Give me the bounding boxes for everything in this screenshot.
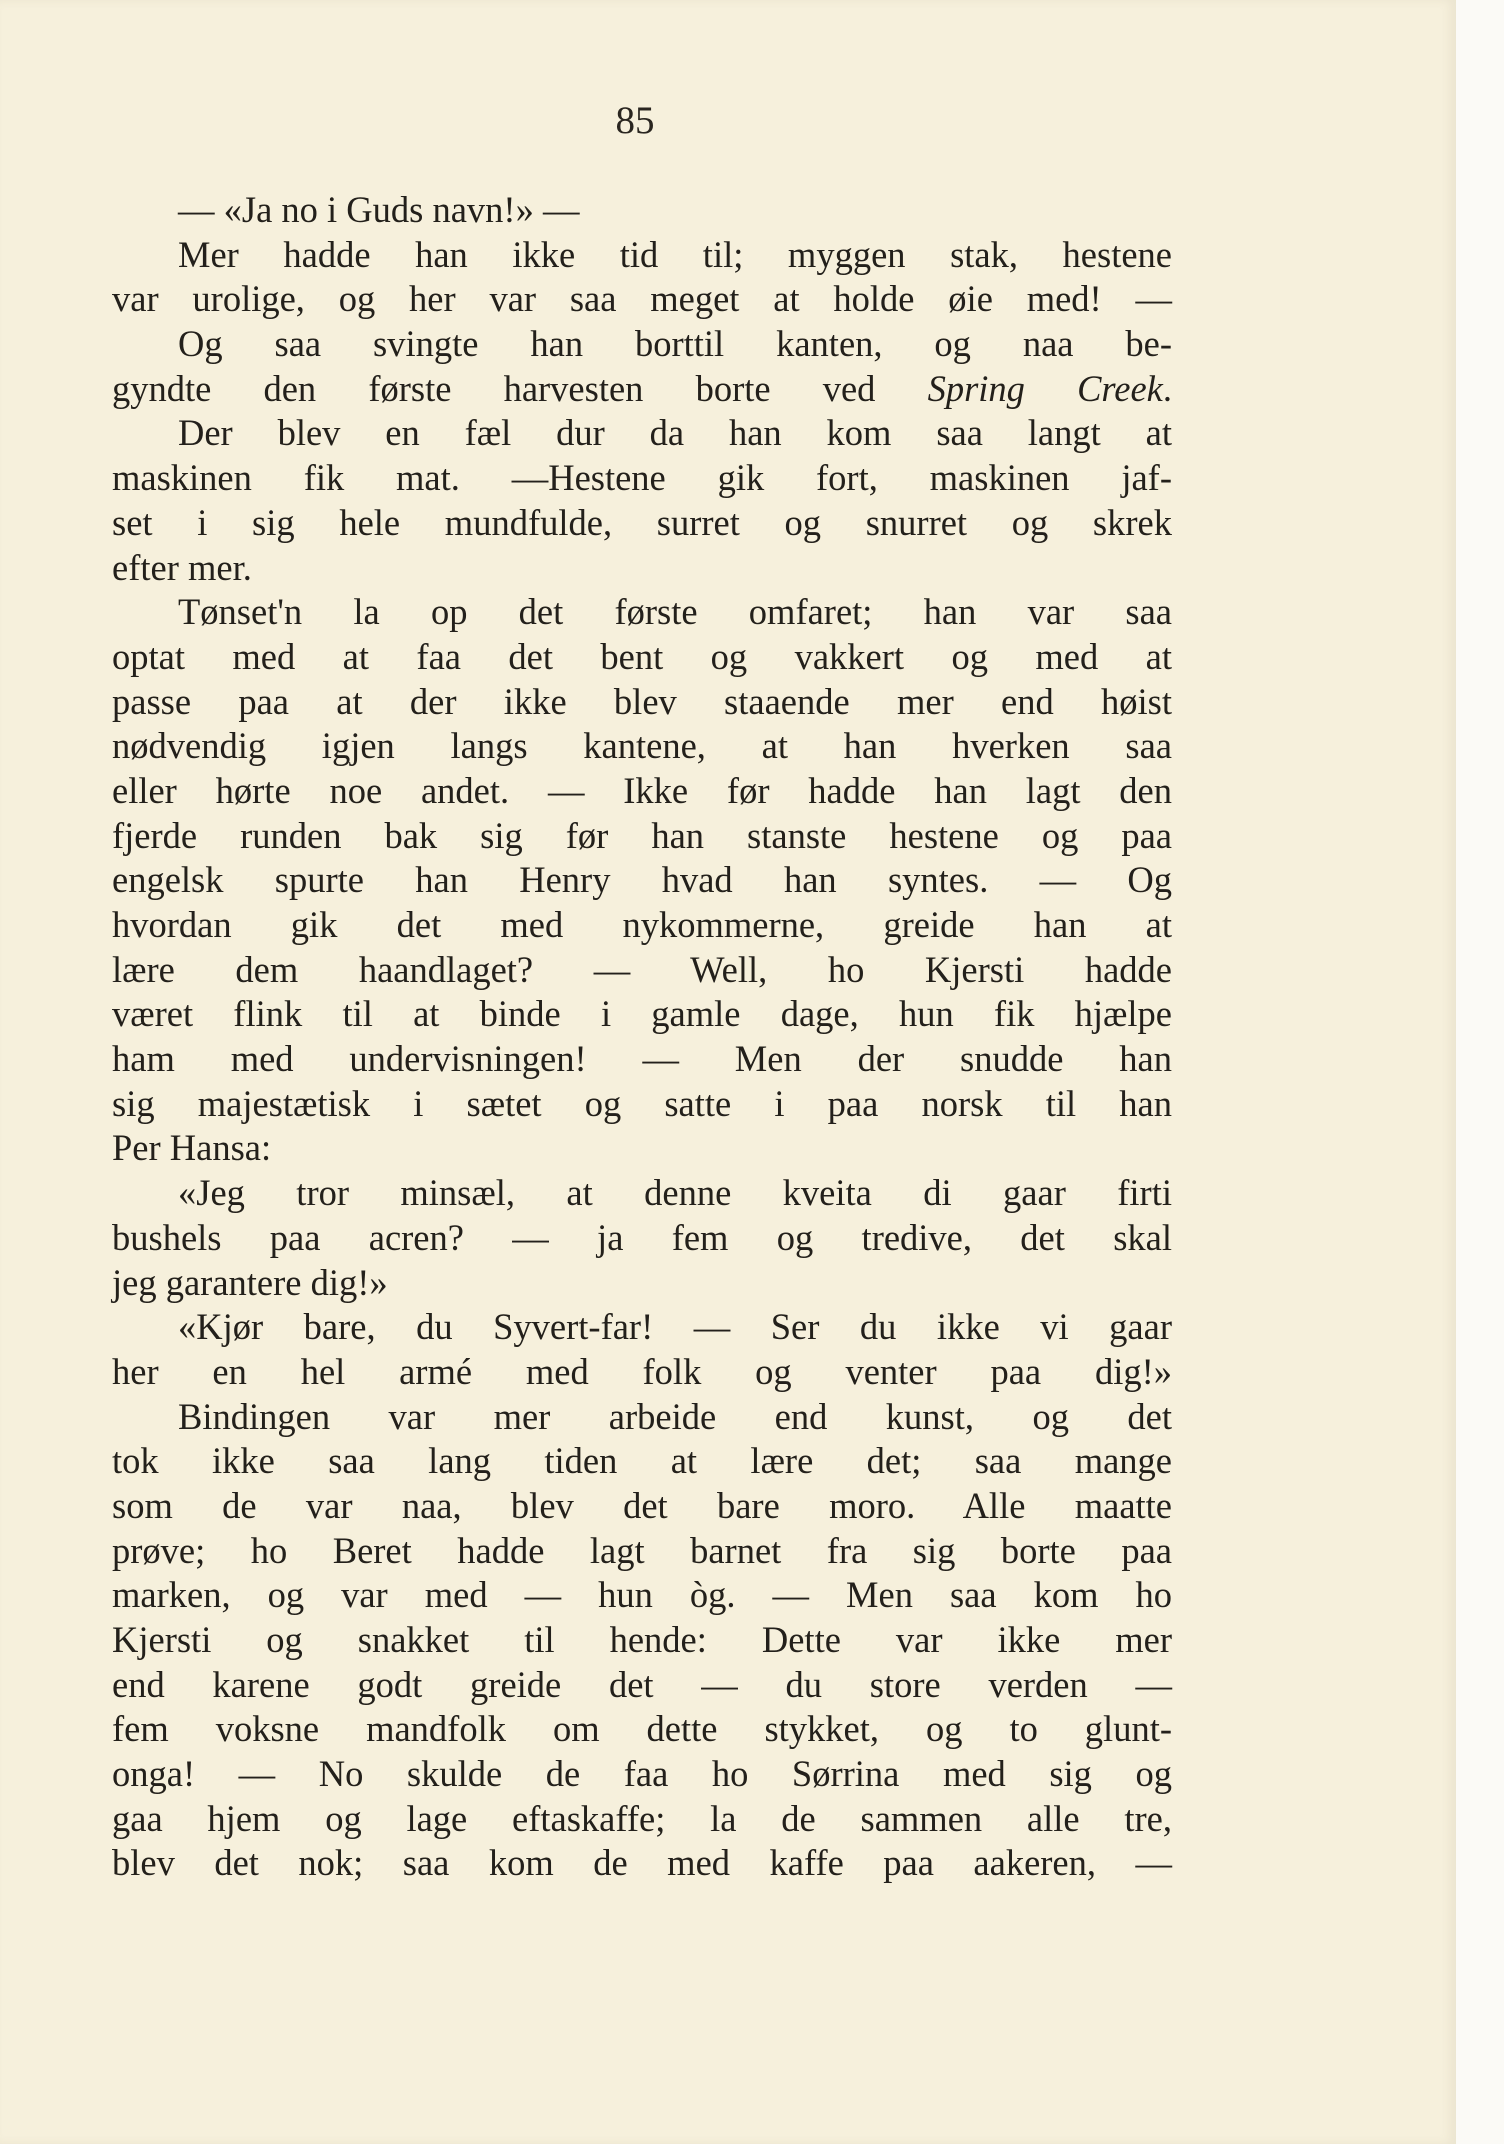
text-line: Mer hadde han ikke tid til; myggen stak, hestene <box>178 233 1172 275</box>
text-line: gyndte den første harvesten borte ved Spring Creek. <box>112 367 1172 409</box>
text-line: passe paa at der ikke blev staaende mer end høist <box>112 680 1172 722</box>
page-number: 85 <box>615 99 655 142</box>
text-line: fem voksne mandfolk om dette stykket, og to glunt- <box>112 1708 1172 1750</box>
text-line: var urolige, og her var saa meget at holde øie med! — <box>112 278 1172 320</box>
text-line: marken, og var med — hun òg. — Men saa kom ho <box>112 1574 1172 1616</box>
text-line: lære dem haandlaget? — Well, ho Kjersti hadde <box>112 948 1172 990</box>
text-line: som de var naa, blev det bare moro. Alle maatte <box>112 1484 1172 1526</box>
text-line: engelsk spurte han Henry hvad han syntes. — Og <box>112 859 1172 901</box>
text-line: været flink til at binde i gamle dage, hun fik hjælpe <box>112 993 1172 1035</box>
text-line: sig majestætisk i sætet og satte i paa norsk til han <box>112 1082 1172 1124</box>
text-line: end karene godt greide det — du store verden — <box>112 1663 1172 1705</box>
text-line: Per Hansa: <box>112 1127 272 1169</box>
text-line: prøve; ho Beret hadde lagt barnet fra sig borte paa <box>112 1529 1172 1571</box>
text-line: Og saa svingte han borttil kanten, og naa be- <box>178 323 1172 365</box>
text-line: ham med undervisningen! — Men der snudde han <box>112 1038 1172 1080</box>
text-line: her en hel armé med folk og venter paa dig!» <box>112 1350 1172 1392</box>
text-line: onga! — No skulde de faa ho Sørrina med sig og <box>112 1753 1172 1795</box>
text-line: optat med at faa det bent og vakkert og med at <box>112 635 1172 677</box>
text-line: gaa hjem og lage eftaskaffe; la de sammen alle tre, <box>112 1797 1172 1839</box>
text-line: — «Ja no i Guds navn!» — <box>178 189 580 230</box>
text-line: «Jeg tror minsæl, at denne kveita di gaar firti <box>178 1172 1172 1214</box>
body-text <box>112 188 1172 1886</box>
text-line: eller hørte noe andet. — Ikke før hadde han lagt den <box>112 769 1172 811</box>
text-line: tok ikke saa lang tiden at lære det; saa mange <box>112 1440 1172 1482</box>
text-line: Der blev en fæl dur da han kom saa langt at <box>178 412 1172 454</box>
text-line: blev det nok; saa kom de med kaffe paa aakeren, — <box>112 1842 1172 1884</box>
text-line: Tønset'n la op det første omfaret; han var saa <box>178 591 1172 633</box>
text-line: efter mer. <box>112 546 252 588</box>
text-line: nødvendig igjen langs kantene, at han hverken saa <box>112 725 1172 767</box>
text-line: bushels paa acren? — ja fem og tredive, det skal <box>112 1216 1172 1258</box>
text-line: jeg garantere dig!» <box>112 1261 388 1303</box>
text-line: set i sig hele mundfulde, surret og snurret og skrek <box>112 501 1172 543</box>
scan-margin <box>1456 0 1504 2144</box>
text-line: Bindingen var mer arbeide end kunst, og det <box>178 1395 1172 1437</box>
text-line: «Kjør bare, du Syvert-far! — Ser du ikke vi gaar <box>178 1306 1172 1348</box>
text-line: hvordan gik det med nykommerne, greide han at <box>112 904 1172 945</box>
text-line: fjerde runden bak sig før han stanste hestene og paa <box>112 814 1172 856</box>
text-line: maskinen fik mat. —Hestene gik fort, maskinen jaf- <box>112 457 1172 499</box>
text-line: Kjersti og snakket til hende: Dette var ikke mer <box>112 1619 1172 1660</box>
